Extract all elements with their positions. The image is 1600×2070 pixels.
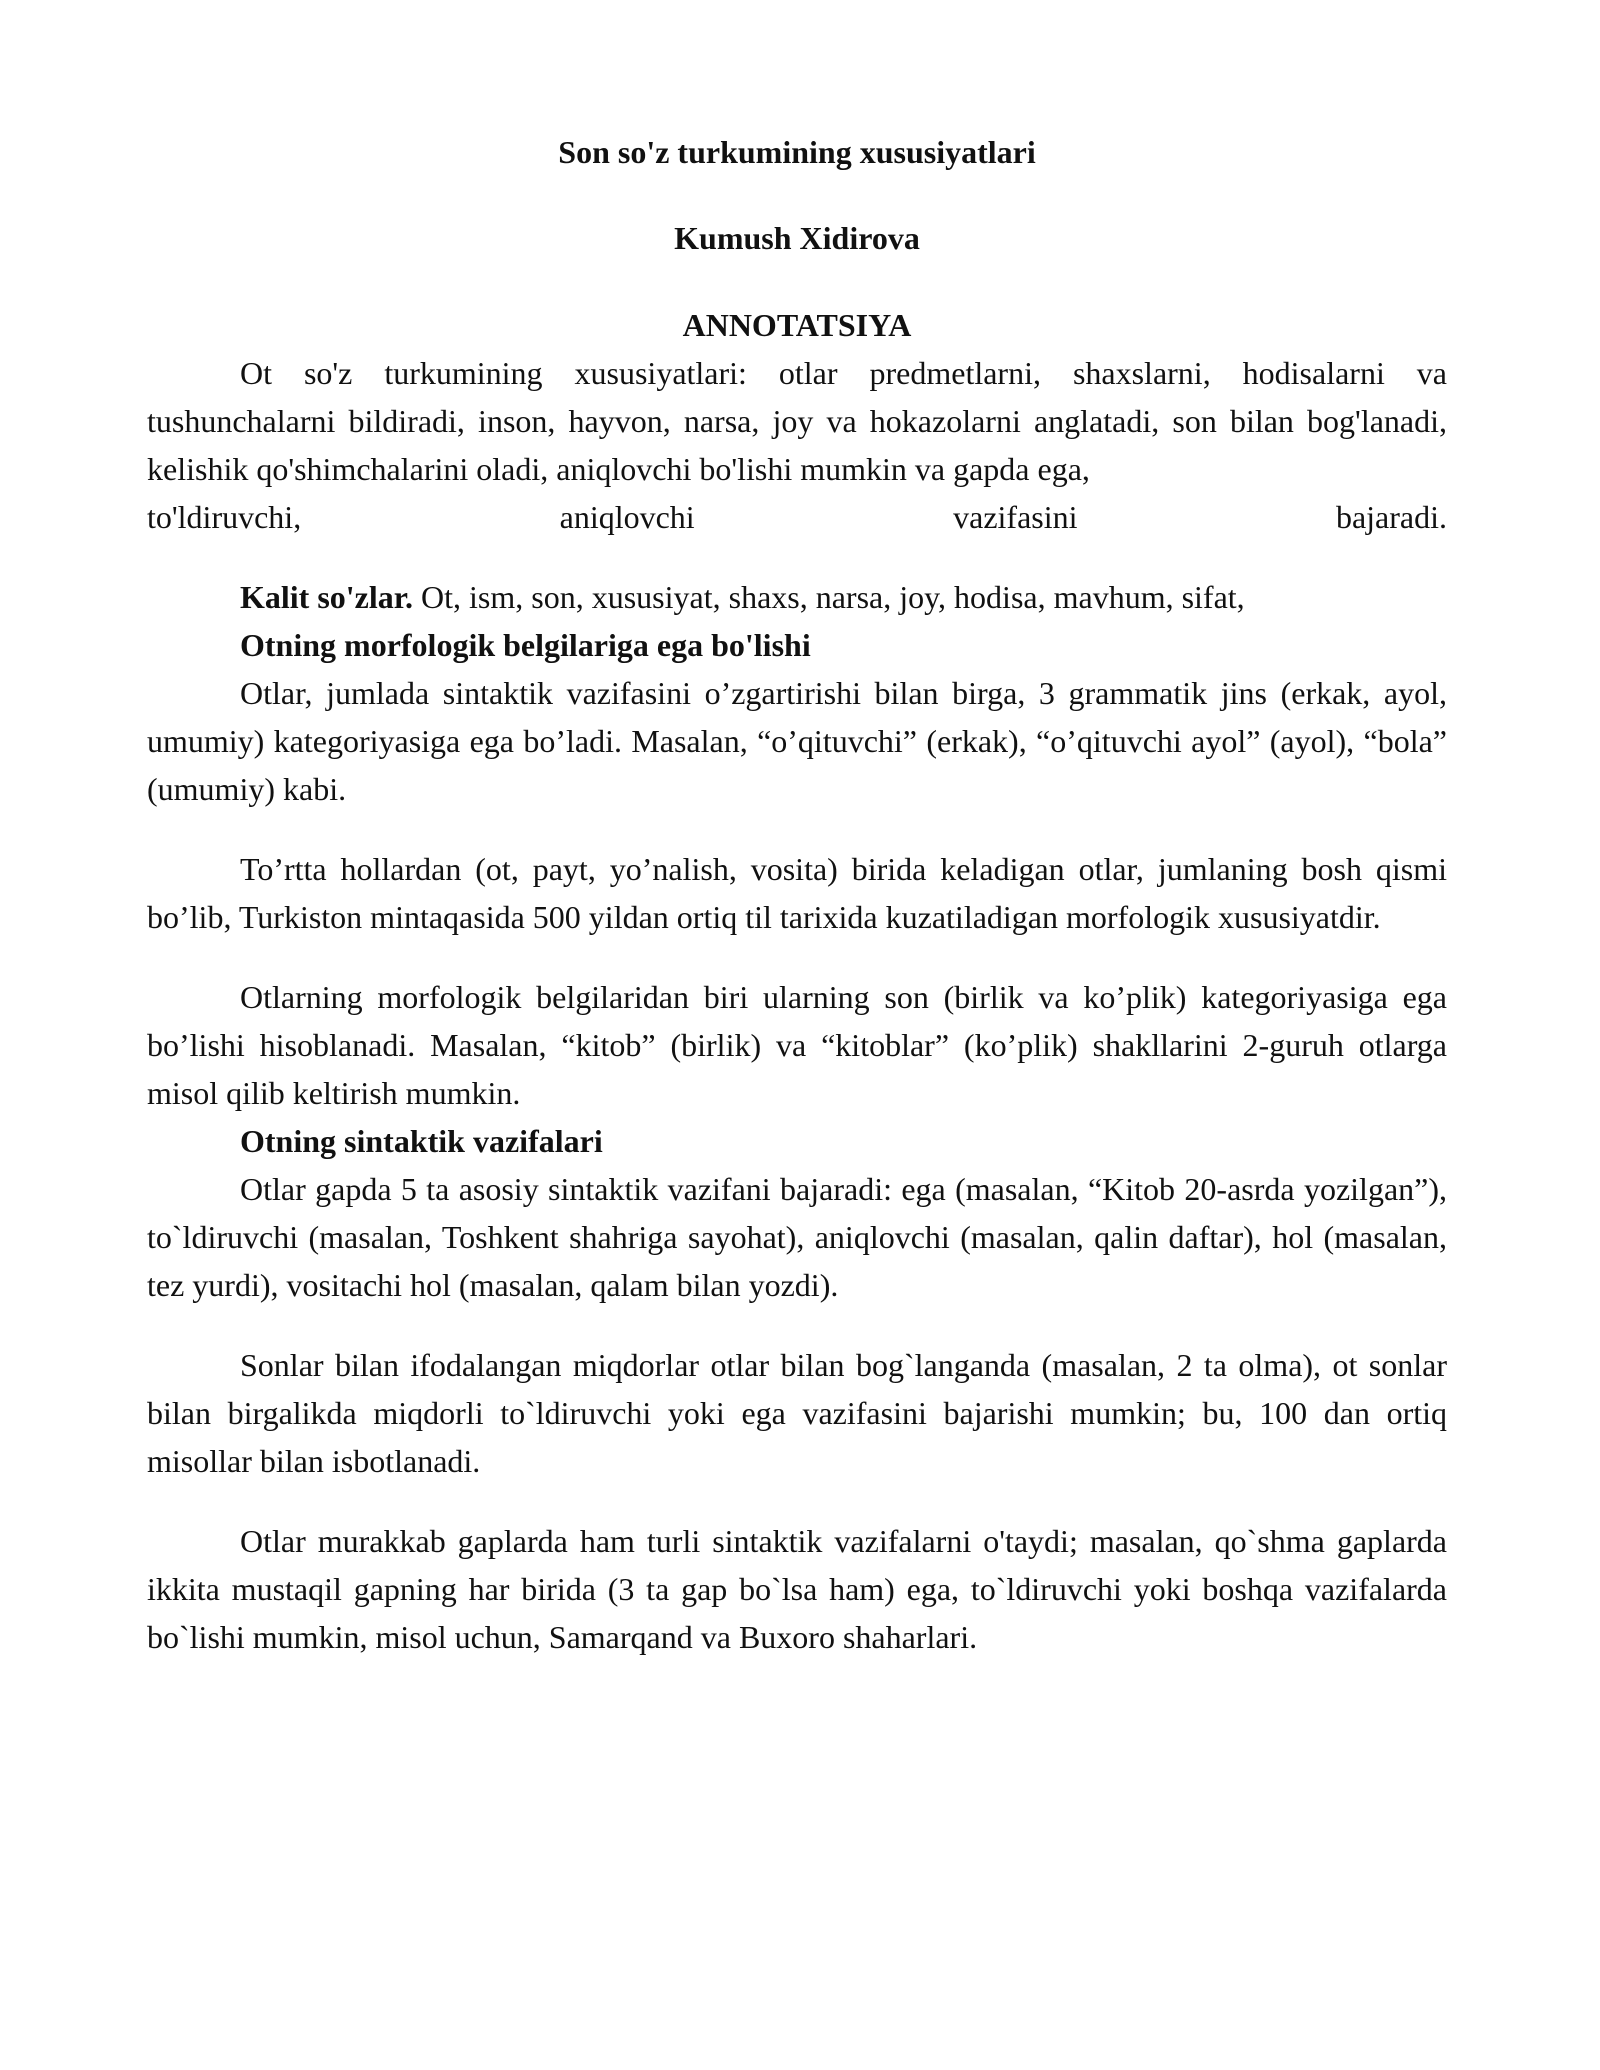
section1-paragraph-1: Otlar, jumlada sintaktik vazifasini o’zgartirishi bilan birga, 3 grammatik jins (erkak, ayol, umumiy) kategoriyasiga ega bo’ladi. Masalan, “o’qituvchi” (erkak), “o’qituvchi ayol” (ayol), “bola” (umumiy) kabi.	[147, 675, 1447, 807]
section2-paragraph-1: Otlar gapda 5 ta asosiy sintaktik vazifani bajaradi: ega (masalan, “Kitob 20-asrda yozilgan”), to`ldiruvchi (masalan, Toshkent shahriga sayohat), aniqlovchi (masalan, qalin daftar), hol (masalan, tez yurdi), vositachi hol (masalan, qalam bilan yozdi).	[147, 1171, 1447, 1303]
section1-paragraph-3: Otlarning morfologik belgilaridan biri ularning son (birlik va ko’plik) kategoriyasiga ega bo’lishi hisoblanadi. Masalan, “kitob” (birlik) va “kitoblar” (ko’plik) shakllarini 2-guruh otlarga misol qilib keltirish mumkin.	[147, 979, 1447, 1111]
section2-paragraph-2: Sonlar bilan ifodalangan miqdorlar otlar bilan bog`langanda (masalan, 2 ta olma), ot sonlar bilan birgalikda miqdorli to`ldiruvchi yoki ega vazifasini bajarishi mumkin; bu, 100 dan ortiq misollar bilan isbotlanadi.	[147, 1347, 1447, 1479]
annotation-last-line: to'ldiruvchi, aniqlovchi vazifasini bajaradi.	[147, 499, 1447, 535]
keywords-text: Ot, ism, son, xususiyat, shaxs, narsa, joy, hodisa, mavhum, sifat,	[413, 579, 1245, 615]
keywords-label: Kalit so'zlar.	[240, 579, 414, 615]
keywords-paragraph	[147, 573, 1447, 621]
section1-paragraph-2: To’rtta hollardan (ot, payt, yo’nalish, vosita) birida keladigan otlar, jumlaning bosh qismi bo’lib, Turkiston mintaqasida 500 yildan ortiq til tarixida kuzatiladigan morfologik xususiyatdir.	[147, 851, 1447, 935]
annotation-heading: ANNOTATSIYA	[682, 307, 912, 343]
section1-heading: Otning morfologik belgilariga ega bo'lishi	[240, 627, 811, 663]
section2-paragraph-3: Otlar murakkab gaplarda ham turli sintaktik vazifalarni o'taydi; masalan, qo`shma gaplarda ikkita mustaqil gapning har birida (3 ta gap bo`lsa ham) ega, to`ldiruvchi yoki boshqa vazifalarda bo`lishi mumkin, misol uchun, Samarqand va Buxoro shaharlari.	[147, 1523, 1447, 1655]
annotation-paragraph	[147, 349, 1447, 541]
document-page	[147, 128, 1447, 1661]
section2-heading: Otning sintaktik vazifalari	[240, 1123, 603, 1159]
document-title: Son so'z turkumining xususiyatlari	[558, 134, 1036, 170]
annotation-main-text: Ot so'z turkumining xususiyatlari: otlar predmetlarni, shaxslarni, hodisalarni va tushunchalarni bildiradi, inson, hayvon, narsa, joy va hokazolarni anglatadi, son bilan bog'lanadi, kelishik qo'shimchalarini oladi, aniqlovchi bo'lishi mumkin va gapda ega,	[147, 355, 1447, 487]
document-author: Kumush Xidirova	[674, 220, 920, 256]
